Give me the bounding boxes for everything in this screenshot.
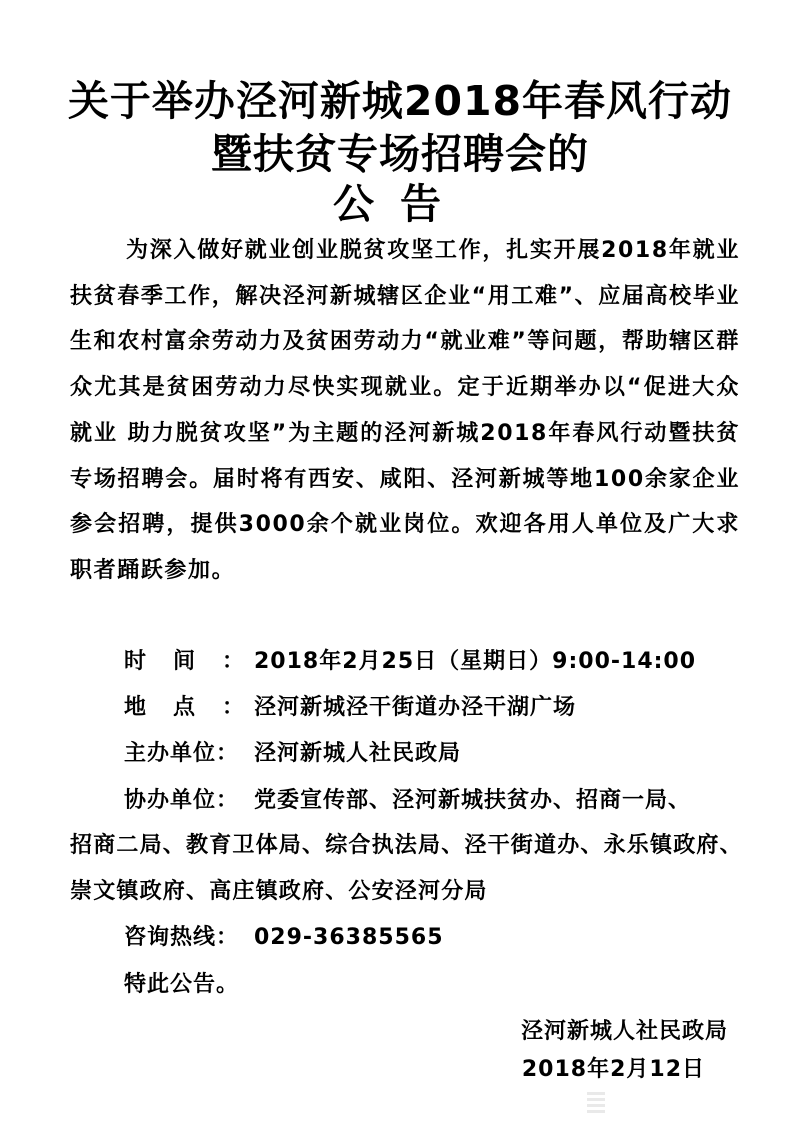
co-organizer-value-continued: 招商二局、教育卫体局、综合执法局、泾干街道办、永乐镇政府、崇文镇政府、高庄镇政府、公安泾河分局: [70, 833, 743, 904]
place-row: [124, 685, 576, 731]
time-value: 2018年2月25日（星期日）9:00-14:00: [254, 649, 697, 674]
closing-text: 特此公告。: [124, 972, 240, 997]
place-label: 地点：: [124, 695, 272, 720]
signature-org: 泾河新城人社民政局: [520, 1019, 728, 1044]
co-organizer-label: 协办单位：: [124, 788, 240, 813]
hotline-value: 029-36385565: [254, 925, 444, 950]
place-value: 泾河新城泾干街道办泾干湖广场: [254, 695, 577, 720]
title-line-3: 公告: [333, 180, 467, 228]
body-paragraph: 为深入做好就业创业脱贫攻坚工作，扎实开展2018年就业扶贫春季工作，解决泾河新城辖区企业“用工难”、应届高校毕业生和农村富余劳动力及贫困劳动力“就业难”等问题，帮助辖区群众尤其是贫困劳动力尽快实现就业。定于近期举办以“促进大众就业 助力脱贫攻坚”为主题的泾河新城2018年春风行动暨扶贫专场招聘会。届时将有西安、咸阳、泾河新城等地100余家企业参会招聘，提供3000余个就业岗位。欢迎各用人单位及广大求职者踊跃参加。: [70, 238, 740, 583]
hotline-label: 咨询热线：: [124, 925, 240, 950]
host-row: [124, 731, 461, 777]
co-organizer-value-first: 党委宣传部、泾河新城扶贫办、招商一局、: [254, 788, 692, 813]
hotline-row: [124, 915, 444, 961]
time-row: [124, 639, 696, 685]
co-organizer-row: [124, 778, 691, 824]
watermark-icon: [585, 1090, 607, 1116]
host-label: 主办单位：: [124, 741, 240, 766]
title-line-1: 关于举办泾河新城2018年春风行动: [67, 77, 733, 125]
signature-date: 2018年2月12日: [521, 1057, 705, 1082]
title-line-2: 暨扶贫专场招聘会的: [211, 130, 589, 178]
host-value: 泾河新城人社民政局: [254, 741, 462, 766]
time-label: 时间：: [124, 649, 272, 674]
